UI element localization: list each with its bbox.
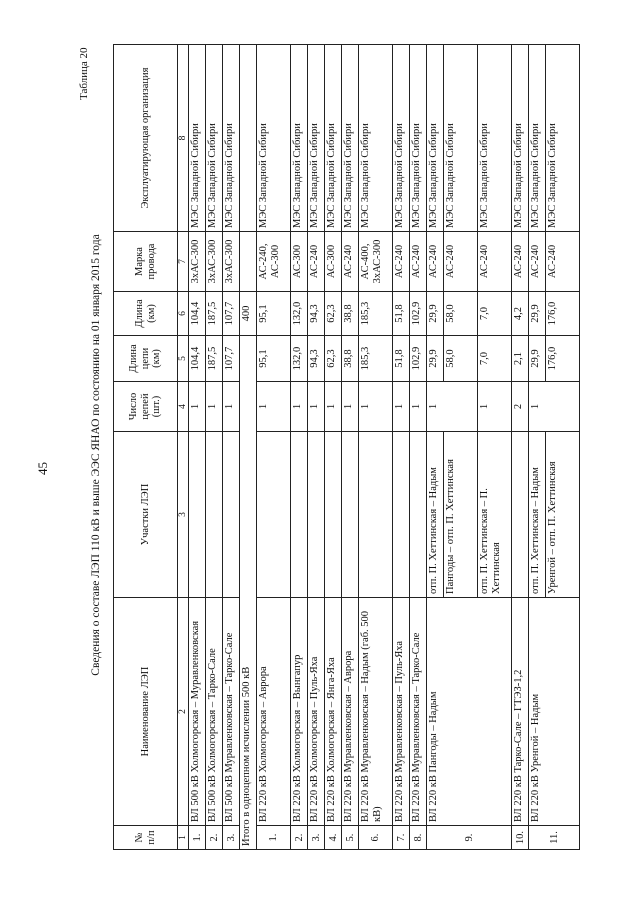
row-number: 3. bbox=[223, 826, 240, 850]
row-number: 11. bbox=[529, 826, 580, 850]
total-length: 400 bbox=[240, 292, 257, 336]
circuit-length: 132,0 bbox=[291, 336, 308, 382]
header-n: № п/п bbox=[114, 826, 178, 850]
circuits: 1 bbox=[206, 382, 223, 432]
line-name: ВЛ 220 кВ Тарко-Сале – ГТЭЗ-1,2 bbox=[512, 598, 529, 826]
operator: МЭС Западной Сибири bbox=[206, 45, 223, 232]
line-name: ВЛ 220 кВ Муравленковская – Надым (габ. 500 кВ) bbox=[359, 598, 393, 826]
header-section: Участки ЛЭП bbox=[114, 432, 178, 598]
circuits: 1 bbox=[223, 382, 240, 432]
operator: МЭС Западной Сибири bbox=[478, 45, 512, 232]
operator: МЭС Западной Сибири bbox=[342, 45, 359, 232]
wire-grade: АС-240 bbox=[342, 232, 359, 292]
circuit-length: 176,0 bbox=[546, 336, 580, 382]
table-row bbox=[512, 45, 529, 850]
circuit-length: 51,8 bbox=[393, 336, 410, 382]
line-name: ВЛ 220 кВ Муравленковская – Пуль-Яха bbox=[393, 598, 410, 826]
row-number: 4. bbox=[325, 826, 342, 850]
circuit-length: 185,3 bbox=[359, 336, 393, 382]
header-circuits: Число цепей (шт.) bbox=[114, 382, 178, 432]
wire-grade: 3хАС-300 bbox=[206, 232, 223, 292]
circuits: 1 bbox=[427, 382, 478, 432]
row-number: 9. bbox=[427, 826, 512, 850]
line-section: отп. П. Хеттинская – П. Хеттинская bbox=[478, 432, 512, 598]
length: 62,3 bbox=[325, 292, 342, 336]
circuits: 1 bbox=[291, 382, 308, 432]
table-row bbox=[410, 45, 427, 850]
table-title: Сведения о составе ЛЭП 110 кВ и выше ЭЭС ЯНАО по состоянию на 01 января 2015 года bbox=[90, 234, 102, 676]
circuit-length: 29,9 bbox=[529, 336, 546, 382]
circuit-length: 102,9 bbox=[410, 336, 427, 382]
circuits: 1 bbox=[410, 382, 427, 432]
line-name: ВЛ 220 кВ Пангоды – Надым bbox=[427, 598, 512, 826]
header-row bbox=[114, 45, 178, 850]
table-row bbox=[291, 45, 308, 850]
wire-grade: 3хАС-300 bbox=[223, 232, 240, 292]
line-name: ВЛ 220 кВ Муравленковская – Аврора bbox=[342, 598, 359, 826]
wire-grade: 3хАС-300 bbox=[189, 232, 206, 292]
line-name: ВЛ 220 кВ Холмогорская – Вынгапур bbox=[291, 598, 308, 826]
length: 95,1 bbox=[257, 292, 291, 336]
row-number: 2. bbox=[206, 826, 223, 850]
row-number: 7. bbox=[393, 826, 410, 850]
line-name: ВЛ 500 кВ Холмогорская – Тарко-Сале bbox=[206, 598, 223, 826]
row-number: 1. bbox=[257, 826, 291, 850]
operator: МЭС Западной Сибири bbox=[308, 45, 325, 232]
operator: МЭС Западной Сибири bbox=[189, 45, 206, 232]
line-section bbox=[325, 432, 342, 598]
empty-cell bbox=[240, 232, 257, 292]
circuits: 1 bbox=[257, 382, 291, 432]
operator: МЭС Западной Сибири bbox=[444, 45, 478, 232]
table-row bbox=[359, 45, 393, 850]
wire-grade: АС-240 bbox=[546, 232, 580, 292]
line-section bbox=[342, 432, 359, 598]
wire-grade: АС-240 bbox=[427, 232, 444, 292]
length: 58,0 bbox=[444, 292, 478, 336]
table-row bbox=[206, 45, 223, 850]
circuits: 1 bbox=[529, 382, 580, 432]
circuit-length: 2,1 bbox=[512, 336, 529, 382]
circuits: 1 bbox=[342, 382, 359, 432]
header-org: Эксплуатирующая организация bbox=[114, 45, 178, 232]
line-name: ВЛ 220 кВ Холмогорская – Пуль-Яха bbox=[308, 598, 325, 826]
circuit-length: 7,0 bbox=[478, 336, 512, 382]
table-row bbox=[189, 45, 206, 850]
table-row bbox=[257, 45, 291, 850]
length: 7,0 bbox=[478, 292, 512, 336]
total-label: Итого в одноцепном исчислении 500 кВ bbox=[240, 336, 257, 850]
line-section bbox=[257, 432, 291, 598]
page-number: 45 bbox=[35, 462, 50, 475]
line-section bbox=[393, 432, 410, 598]
line-section: Уренгой – отп. П. Хеттинская bbox=[546, 432, 580, 598]
table-row bbox=[393, 45, 410, 850]
circuit-length: 187,5 bbox=[206, 336, 223, 382]
header-wire: Марка провода bbox=[114, 232, 178, 292]
operator: МЭС Западной Сибири bbox=[427, 45, 444, 232]
lep-table bbox=[113, 44, 580, 850]
header-circuit-length: Длина цепи (км) bbox=[114, 336, 178, 382]
col-index: 5 bbox=[178, 336, 189, 382]
length: 94,3 bbox=[308, 292, 325, 336]
line-section bbox=[512, 432, 529, 598]
line-section bbox=[189, 432, 206, 598]
line-section bbox=[206, 432, 223, 598]
circuits: 1 bbox=[308, 382, 325, 432]
row-number: 6. bbox=[359, 826, 393, 850]
line-section bbox=[359, 432, 393, 598]
circuits: 1 bbox=[359, 382, 393, 432]
circuit-length: 38,8 bbox=[342, 336, 359, 382]
col-index: 2 bbox=[178, 598, 189, 826]
table-number: Таблица 20 bbox=[78, 47, 90, 100]
line-section: отп. П. Хеттинская – Надым bbox=[427, 432, 444, 598]
length: 176,0 bbox=[546, 292, 580, 336]
wire-grade: АС-300 bbox=[291, 232, 308, 292]
circuits: 1 bbox=[478, 382, 512, 432]
length: 38,8 bbox=[342, 292, 359, 336]
length: 104,4 bbox=[189, 292, 206, 336]
circuit-length: 104,4 bbox=[189, 336, 206, 382]
operator: МЭС Западной Сибири bbox=[325, 45, 342, 232]
circuit-length: 58,0 bbox=[444, 336, 478, 382]
length: 4,2 bbox=[512, 292, 529, 336]
circuits: 1 bbox=[189, 382, 206, 432]
wire-grade: АС-240 bbox=[393, 232, 410, 292]
length: 107,7 bbox=[223, 292, 240, 336]
line-section bbox=[223, 432, 240, 598]
empty-cell bbox=[240, 45, 257, 232]
operator: МЭС Западной Сибири bbox=[393, 45, 410, 232]
row-number: 3. bbox=[308, 826, 325, 850]
table-row bbox=[325, 45, 342, 850]
circuit-length: 62,3 bbox=[325, 336, 342, 382]
line-name: ВЛ 220 кВ Холмогорская – Аврора bbox=[257, 598, 291, 826]
table-row bbox=[529, 45, 546, 850]
operator: МЭС Западной Сибири bbox=[223, 45, 240, 232]
wire-grade: АС-240 bbox=[410, 232, 427, 292]
col-index: 1 bbox=[178, 826, 189, 850]
col-index: 8 bbox=[178, 45, 189, 232]
column-index-row bbox=[178, 45, 189, 850]
circuit-length: 107,7 bbox=[223, 336, 240, 382]
line-name: ВЛ 500 кВ Муравленковская – Тарко-Сале bbox=[223, 598, 240, 826]
wire-grade: АС-240 bbox=[308, 232, 325, 292]
line-section bbox=[410, 432, 427, 598]
row-number: 2. bbox=[291, 826, 308, 850]
wire-grade: АС-240 bbox=[512, 232, 529, 292]
wire-grade: АС-240 bbox=[478, 232, 512, 292]
row-number: 1. bbox=[189, 826, 206, 850]
col-index: 6 bbox=[178, 292, 189, 336]
total-row bbox=[240, 45, 257, 850]
line-section: отп. П. Хеттинская – Надым bbox=[529, 432, 546, 598]
operator: МЭС Западной Сибири bbox=[529, 45, 546, 232]
line-section bbox=[291, 432, 308, 598]
table-row bbox=[308, 45, 325, 850]
row-number: 8. bbox=[410, 826, 427, 850]
line-name: ВЛ 220 кВ Муравленковская – Тарко-Сале bbox=[410, 598, 427, 826]
length: 51,8 bbox=[393, 292, 410, 336]
operator: МЭС Западной Сибири bbox=[546, 45, 580, 232]
operator: МЭС Западной Сибири bbox=[512, 45, 529, 232]
line-name: ВЛ 220 кВ Холмогорская – Янга-Яха bbox=[325, 598, 342, 826]
circuit-length: 29,9 bbox=[427, 336, 444, 382]
row-number: 5. bbox=[342, 826, 359, 850]
row-number: 10. bbox=[512, 826, 529, 850]
col-index: 7 bbox=[178, 232, 189, 292]
header-name: Наименование ЛЭП bbox=[114, 598, 178, 826]
length: 185,3 bbox=[359, 292, 393, 336]
header-length: Длина (км) bbox=[114, 292, 178, 336]
wire-grade: АС-400, 3хАС-300 bbox=[359, 232, 393, 292]
table-row bbox=[342, 45, 359, 850]
col-index: 4 bbox=[178, 382, 189, 432]
line-name: ВЛ 220 кВ Уренгой – Надым bbox=[529, 598, 580, 826]
circuits: 1 bbox=[393, 382, 410, 432]
operator: МЭС Западной Сибири bbox=[410, 45, 427, 232]
length: 29,9 bbox=[529, 292, 546, 336]
length: 102,9 bbox=[410, 292, 427, 336]
length: 29,9 bbox=[427, 292, 444, 336]
wire-grade: АС-240, АС-300 bbox=[257, 232, 291, 292]
line-section bbox=[308, 432, 325, 598]
wire-grade: АС-240 bbox=[529, 232, 546, 292]
line-section: Пангоды – отп. П. Хеттинская bbox=[444, 432, 478, 598]
length: 187,5 bbox=[206, 292, 223, 336]
length: 132,0 bbox=[291, 292, 308, 336]
operator: МЭС Западной Сибири bbox=[291, 45, 308, 232]
circuits: 2 bbox=[512, 382, 529, 432]
line-name: ВЛ 500 кВ Холмогорская – Муравленковская bbox=[189, 598, 206, 826]
operator: МЭС Западной Сибири bbox=[257, 45, 291, 232]
operator: МЭС Западной Сибири bbox=[359, 45, 393, 232]
table-row bbox=[427, 45, 444, 850]
wire-grade: АС-300 bbox=[325, 232, 342, 292]
wire-grade: АС-240 bbox=[444, 232, 478, 292]
circuit-length: 94,3 bbox=[308, 336, 325, 382]
circuits: 1 bbox=[325, 382, 342, 432]
circuit-length: 95,1 bbox=[257, 336, 291, 382]
col-index: 3 bbox=[178, 432, 189, 598]
table-row bbox=[223, 45, 240, 850]
